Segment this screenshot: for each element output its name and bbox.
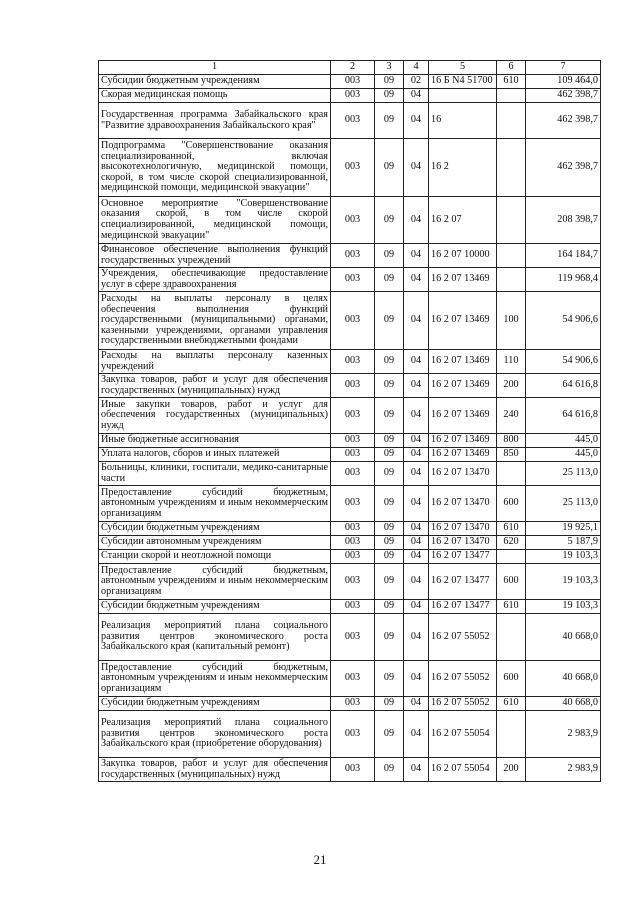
amount-cell: 19 103,3 [526,600,601,614]
amount-cell: 40 668,0 [526,661,601,697]
section-code-cell: 09 [375,758,404,782]
table-row [99,661,601,697]
section-code-cell: 09 [375,398,404,434]
expense-type-cell [497,103,526,139]
target-article-cell: 16 2 07 13469 [429,448,497,462]
row-name-cell: Реализация мероприятий плана социального развития центров экономического роста Забайкальского края (капитальный ремонт) [99,614,331,661]
expense-type-cell: 600 [497,486,526,522]
expense-type-cell: 200 [497,758,526,782]
target-article-cell: 16 2 07 13469 [429,292,497,350]
table-row [99,536,601,550]
target-article-cell [429,89,497,103]
section-code-cell: 09 [375,711,404,758]
section-code-cell: 09 [375,139,404,197]
column-header: 3 [375,61,404,75]
expense-type-cell [497,197,526,244]
table-row [99,75,601,89]
table-row [99,564,601,600]
amount-cell: 64 616,8 [526,398,601,434]
page-number: 21 [313,852,327,867]
section-code-cell: 09 [375,536,404,550]
amount-cell: 25 113,0 [526,462,601,486]
section-code-cell: 09 [375,103,404,139]
ministry-code-cell: 003 [331,89,375,103]
section-code-cell: 09 [375,350,404,374]
table-row [99,292,601,350]
table-row [99,758,601,782]
expense-type-cell [497,268,526,292]
subsection-code-cell: 04 [404,600,429,614]
row-name-cell: Закупка товаров, работ и услуг для обеспечения государственных (муниципальных) нужд [99,758,331,782]
row-name-cell: Предоставление субсидий бюджетным, автономным учреждениям и иным некоммерческим организациям [99,661,331,697]
row-name-cell: Субсидии бюджетным учреждениям [99,600,331,614]
table-row [99,244,601,268]
expense-type-cell: 800 [497,434,526,448]
expense-type-cell: 110 [497,350,526,374]
ministry-code-cell: 003 [331,374,375,398]
row-name-cell: Расходы на выплаты персоналу казенных учреждений [99,350,331,374]
row-name-cell: Подпрограмма "Совершенствование оказания специализированной, включая высокотехнологичную, медицинской помощи, скорой, в том числе скорой специализированной, медицинской помощи, медицинской эвакуации" [99,139,331,197]
table-row [99,139,601,197]
expense-type-cell [497,89,526,103]
amount-cell: 2 983,9 [526,758,601,782]
target-article-cell: 16 2 07 13469 [429,398,497,434]
table-row [99,550,601,564]
table-header-row [99,61,601,75]
amount-cell: 445,0 [526,434,601,448]
section-code-cell: 09 [375,661,404,697]
section-code-cell: 09 [375,374,404,398]
amount-cell: 109 464,0 [526,75,601,89]
row-name-cell: Государственная программа Забайкальского края "Развитие здравоохранения Забайкальского края" [99,103,331,139]
row-name-cell: Уплата налогов, сборов и иных платежей [99,448,331,462]
column-header: 7 [526,61,601,75]
section-code-cell: 09 [375,448,404,462]
amount-cell: 445,0 [526,448,601,462]
target-article-cell: 16 2 07 13470 [429,522,497,536]
table-row [99,600,601,614]
section-code-cell: 09 [375,462,404,486]
ministry-code-cell: 003 [331,536,375,550]
ministry-code-cell: 003 [331,522,375,536]
subsection-code-cell: 04 [404,661,429,697]
expense-type-cell [497,550,526,564]
expense-type-cell [497,462,526,486]
row-name-cell: Финансовое обеспечение выполнения функций государственных учреждений [99,244,331,268]
section-code-cell: 09 [375,75,404,89]
ministry-code-cell: 003 [331,697,375,711]
target-article-cell: 16 2 07 13477 [429,550,497,564]
ministry-code-cell: 003 [331,268,375,292]
subsection-code-cell: 04 [404,614,429,661]
table-row [99,268,601,292]
subsection-code-cell: 04 [404,398,429,434]
ministry-code-cell: 003 [331,550,375,564]
section-code-cell: 09 [375,244,404,268]
section-code-cell: 09 [375,522,404,536]
ministry-code-cell: 003 [331,564,375,600]
row-name-cell: Предоставление субсидий бюджетным, автономным учреждениям и иным некоммерческим организациям [99,564,331,600]
amount-cell: 462 398,7 [526,139,601,197]
amount-cell: 40 668,0 [526,614,601,661]
expense-type-cell: 610 [497,697,526,711]
expense-type-cell: 610 [497,600,526,614]
subsection-code-cell: 02 [404,75,429,89]
subsection-code-cell: 04 [404,462,429,486]
row-name-cell: Скорая медицинская помощь [99,89,331,103]
target-article-cell: 16 2 07 13470 [429,536,497,550]
subsection-code-cell: 04 [404,564,429,600]
row-name-cell: Реализация мероприятий плана социального развития центров экономического роста Забайкальского края (приобретение оборудования) [99,711,331,758]
target-article-cell: 16 2 07 [429,197,497,244]
expense-type-cell: 240 [497,398,526,434]
table-row [99,374,601,398]
target-article-cell: 16 2 07 55052 [429,614,497,661]
subsection-code-cell: 04 [404,758,429,782]
amount-cell: 25 113,0 [526,486,601,522]
subsection-code-cell: 04 [404,139,429,197]
ministry-code-cell: 003 [331,486,375,522]
expense-type-cell: 620 [497,536,526,550]
expense-type-cell [497,139,526,197]
table-row [99,434,601,448]
target-article-cell: 16 2 07 10000 [429,244,497,268]
target-article-cell: 16 2 07 55054 [429,711,497,758]
row-name-cell: Больницы, клиники, госпитали, медико-санитарные части [99,462,331,486]
section-code-cell: 09 [375,550,404,564]
row-name-cell: Субсидии бюджетным учреждениям [99,697,331,711]
target-article-cell: 16 2 07 13477 [429,564,497,600]
section-code-cell: 09 [375,89,404,103]
row-name-cell: Предоставление субсидий бюджетным, автономным учреждениям и иным некоммерческим организациям [99,486,331,522]
section-code-cell: 09 [375,434,404,448]
amount-cell: 54 906,6 [526,350,601,374]
target-article-cell: 16 2 07 55054 [429,758,497,782]
amount-cell: 19 103,3 [526,564,601,600]
ministry-code-cell: 003 [331,244,375,268]
amount-cell: 164 184,7 [526,244,601,268]
table-row [99,448,601,462]
section-code-cell: 09 [375,600,404,614]
section-code-cell: 09 [375,614,404,661]
expense-type-cell: 600 [497,661,526,697]
row-name-cell: Станции скорой и неотложной помощи [99,550,331,564]
expense-type-cell: 600 [497,564,526,600]
subsection-code-cell: 04 [404,448,429,462]
ministry-code-cell: 003 [331,434,375,448]
table-row [99,462,601,486]
expense-type-cell: 610 [497,75,526,89]
amount-cell: 462 398,7 [526,89,601,103]
amount-cell: 119 968,4 [526,268,601,292]
ministry-code-cell: 003 [331,462,375,486]
row-name-cell: Иные бюджетные ассигнования [99,434,331,448]
section-code-cell: 09 [375,197,404,244]
subsection-code-cell: 04 [404,486,429,522]
column-header: 2 [331,61,375,75]
amount-cell: 2 983,9 [526,711,601,758]
section-code-cell: 09 [375,486,404,522]
row-name-cell: Расходы на выплаты персоналу в целях обеспечения выполнения функций государственными (муниципальными) органами, казенными учреждениями, органами управления государственными внебюджетными фондами [99,292,331,350]
ministry-code-cell: 003 [331,103,375,139]
row-name-cell: Закупка товаров, работ и услуг для обеспечения государственных (муниципальных) нужд [99,374,331,398]
ministry-code-cell: 003 [331,448,375,462]
ministry-code-cell: 003 [331,758,375,782]
subsection-code-cell: 04 [404,244,429,268]
table-row [99,103,601,139]
target-article-cell: 16 2 07 13470 [429,462,497,486]
subsection-code-cell: 04 [404,536,429,550]
ministry-code-cell: 003 [331,398,375,434]
row-name-cell: Субсидии бюджетным учреждениям [99,522,331,536]
table-body [99,75,601,782]
expense-type-cell: 200 [497,374,526,398]
subsection-code-cell: 04 [404,374,429,398]
column-header: 5 [429,61,497,75]
section-code-cell: 09 [375,697,404,711]
subsection-code-cell: 04 [404,434,429,448]
budget-table [98,60,601,782]
ministry-code-cell: 003 [331,711,375,758]
subsection-code-cell: 04 [404,522,429,536]
ministry-code-cell: 003 [331,350,375,374]
target-article-cell: 16 Б N4 51700 [429,75,497,89]
column-header: 4 [404,61,429,75]
target-article-cell: 16 2 07 13469 [429,268,497,292]
ministry-code-cell: 003 [331,292,375,350]
subsection-code-cell: 04 [404,197,429,244]
column-header: 6 [497,61,526,75]
ministry-code-cell: 003 [331,600,375,614]
ministry-code-cell: 003 [331,197,375,244]
table-row [99,711,601,758]
ministry-code-cell: 003 [331,75,375,89]
row-name-cell: Иные закупки товаров, работ и услуг для обеспечения государственных (муниципальных) нужд [99,398,331,434]
target-article-cell: 16 2 07 13469 [429,374,497,398]
amount-cell: 19 925,1 [526,522,601,536]
target-article-cell: 16 2 07 13477 [429,600,497,614]
row-name-cell: Субсидии бюджетным учреждениям [99,75,331,89]
table-row [99,486,601,522]
subsection-code-cell: 04 [404,89,429,103]
subsection-code-cell: 04 [404,350,429,374]
row-name-cell: Основное мероприятие "Совершенствование оказания скорой, в том числе скорой специализированной, медицинской помощи, медицинской эвакуации" [99,197,331,244]
row-name-cell: Субсидии автономным учреждениям [99,536,331,550]
target-article-cell: 16 2 [429,139,497,197]
amount-cell: 40 668,0 [526,697,601,711]
amount-cell: 19 103,3 [526,550,601,564]
amount-cell: 5 187,9 [526,536,601,550]
ministry-code-cell: 003 [331,614,375,661]
expense-type-cell [497,244,526,268]
expense-type-cell [497,614,526,661]
table-row [99,89,601,103]
subsection-code-cell: 04 [404,711,429,758]
target-article-cell: 16 2 07 55052 [429,661,497,697]
section-code-cell: 09 [375,292,404,350]
expense-type-cell: 850 [497,448,526,462]
section-code-cell: 09 [375,268,404,292]
target-article-cell: 16 2 07 13469 [429,350,497,374]
amount-cell: 64 616,8 [526,374,601,398]
amount-cell: 208 398,7 [526,197,601,244]
subsection-code-cell: 04 [404,292,429,350]
subsection-code-cell: 04 [404,697,429,711]
section-code-cell: 09 [375,564,404,600]
target-article-cell: 16 2 07 55052 [429,697,497,711]
subsection-code-cell: 04 [404,103,429,139]
ministry-code-cell: 003 [331,139,375,197]
row-name-cell: Учреждения, обеспечивающие предоставление услуг в сфере здравоохранения [99,268,331,292]
table-row [99,350,601,374]
table-row [99,398,601,434]
target-article-cell: 16 [429,103,497,139]
table-row [99,614,601,661]
column-header: 1 [99,61,331,75]
target-article-cell: 16 2 07 13469 [429,434,497,448]
expense-type-cell [497,711,526,758]
table-row [99,697,601,711]
table-row [99,197,601,244]
subsection-code-cell: 04 [404,268,429,292]
amount-cell: 54 906,6 [526,292,601,350]
expense-type-cell: 100 [497,292,526,350]
subsection-code-cell: 04 [404,550,429,564]
expense-type-cell: 610 [497,522,526,536]
amount-cell: 462 398,7 [526,103,601,139]
ministry-code-cell: 003 [331,661,375,697]
target-article-cell: 16 2 07 13470 [429,486,497,522]
table-row [99,522,601,536]
